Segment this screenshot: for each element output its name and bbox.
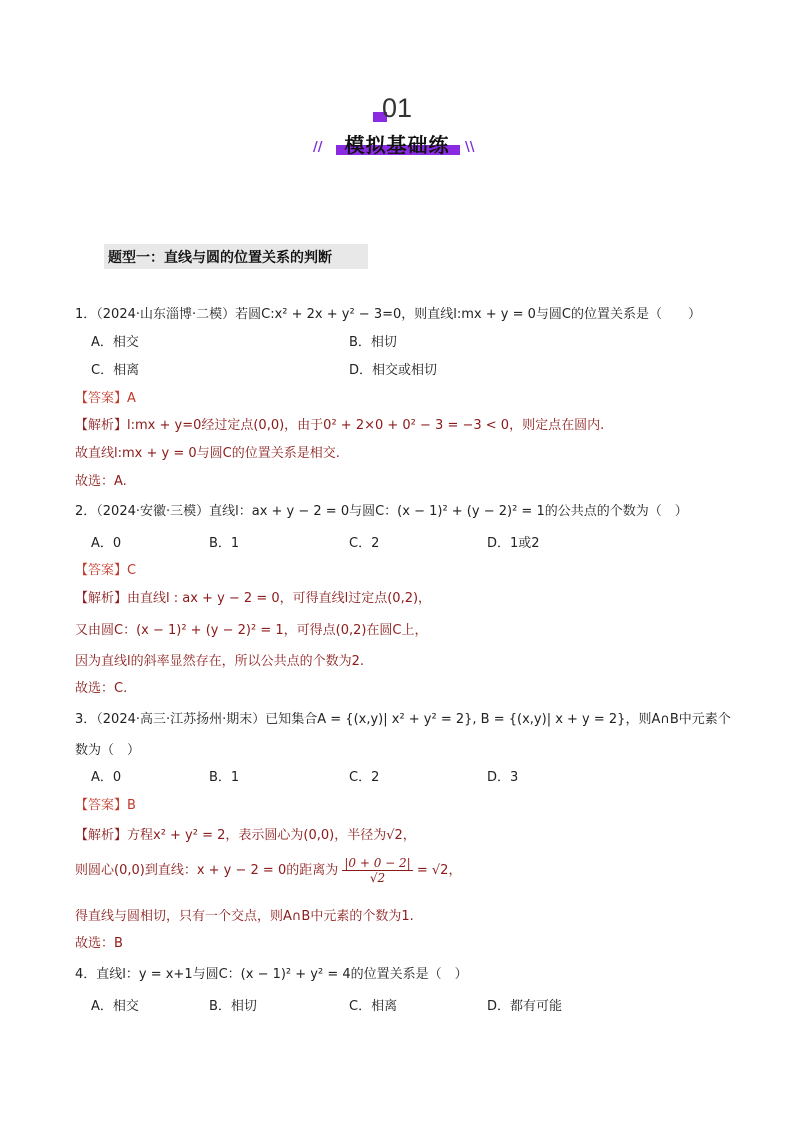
fraction-denominator: √2 [369, 871, 386, 885]
q2-option-a: A．0 [91, 536, 122, 551]
q2-answer: 【答案】C [75, 563, 137, 578]
q2-stem: 2．（2024·安徽·三模）直线l：ax + y − 2 = 0与圆C：(x − 1)² + (y − 2)² = 1的公共点的个数为（ ） [75, 504, 688, 519]
q1-option-c: C．相离 [91, 363, 140, 378]
q3-conclusion: 故选：B [75, 936, 123, 951]
header-number: 01 [381, 93, 413, 123]
q2-analysis-3: 因为直线l的斜率显然存在，所以公共点的个数为2. [75, 654, 365, 669]
q3-analysis-1: 【解析】方程x² + y² = 2，表示圆心为(0,0)，半径为√2， [75, 828, 416, 843]
q1-analysis-2: 故直线l:mx + y = 0与圆C的位置关系是相交. [75, 446, 340, 461]
q3-option-b: B．1 [209, 770, 240, 785]
q4-option-d: D．都有可能 [487, 999, 563, 1014]
q3-analysis-2 [75, 856, 461, 885]
q3-stem-2: 数为（ ） [75, 743, 141, 758]
header-title: 模拟基础练 [344, 133, 450, 157]
q3-answer: 【答案】B [75, 798, 136, 813]
q1-option-d: D．相交或相切 [349, 363, 438, 378]
fraction-numerator: |0 + 0 − 2| [344, 856, 411, 870]
q2-analysis-2: 又由圆C：(x − 1)² + (y − 2)² = 1，可得点(0,2)在圆C上， [75, 623, 428, 638]
q4-option-a: A．相交 [91, 999, 139, 1014]
q3-option-d: D．3 [487, 770, 519, 785]
q2-conclusion: 故选：C. [75, 681, 128, 696]
q3-option-c: C．2 [349, 770, 380, 785]
q1-stem: 1．（2024·山东淄博·二模）若圆C:x² + 2x + y² − 3=0，则直线l:mx + y = 0与圆C的位置关系是（ ） [75, 307, 701, 322]
distance-fraction [342, 856, 412, 885]
q2-option-d: D．1或2 [487, 536, 540, 551]
q1-analysis-1: 【解析】l:mx + y=0经过定点(0,0)，由于0² + 2×0 + 0² − 3 = −3 < 0，则定点在圆内. [75, 418, 605, 433]
q1-option-a: A．相交 [91, 335, 139, 350]
q2-option-c: C．2 [349, 536, 380, 551]
q4-stem: 4．直线l：y = x+1与圆C：(x − 1)² + y² = 4的位置关系是（ ） [75, 967, 468, 982]
q1-answer: 【答案】A [75, 391, 136, 406]
q4-option-c: C．相离 [349, 999, 398, 1014]
section-title: 题型一：直线与圆的位置关系的判断 [108, 250, 332, 266]
q2-option-b: B．1 [209, 536, 240, 551]
q3-option-a: A．0 [91, 770, 122, 785]
q4-option-b: B．相切 [209, 999, 257, 1014]
q3-analysis-2-post: = √2， [416, 863, 462, 878]
q2-analysis-1: 【解析】由直线l : ax + y − 2 = 0，可得直线l过定点(0,2)， [75, 591, 432, 606]
q3-stem-1: 3．（2024·高三·江苏扬州·期末）已知集合A = {(x,y)| x² + y² = 2}, B = {(x,y)| x + y = 2}，则A∩B中元素个 [75, 712, 731, 727]
q1-option-b: B．相切 [349, 335, 397, 350]
header-slash-right: \\ [465, 140, 475, 155]
q1-conclusion: 故选：A. [75, 474, 127, 489]
q3-analysis-2-pre: 则圆心(0,0)到直线：x + y − 2 = 0的距离为 [75, 863, 339, 878]
q3-analysis-3: 得直线与圆相切，只有一个交点，则A∩B中元素的个数为1. [75, 909, 414, 924]
header-slash-left: // [313, 140, 323, 155]
